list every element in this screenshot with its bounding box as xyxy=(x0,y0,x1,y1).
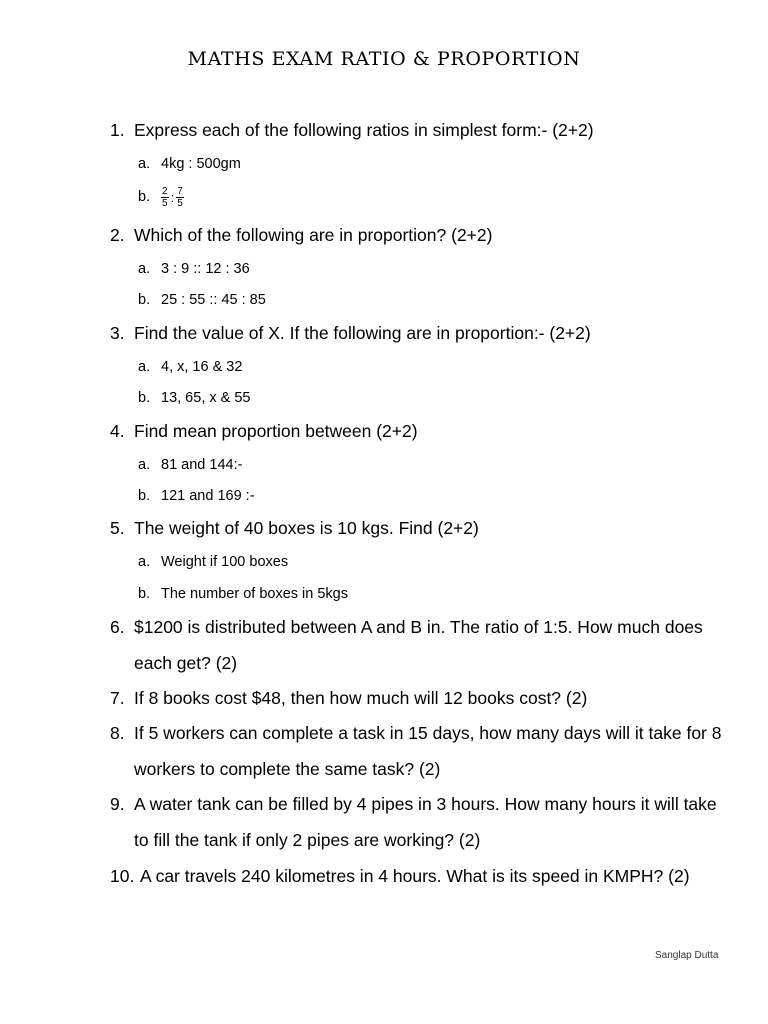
part-text: 81 and 144:- xyxy=(161,457,243,473)
part-label: a. xyxy=(138,554,151,570)
question-number: 7. xyxy=(110,688,125,708)
question-6 xyxy=(110,609,730,681)
question-number: 4. xyxy=(110,421,125,441)
part-label: b. xyxy=(138,488,151,504)
question-1-part-a xyxy=(138,154,241,174)
page-title: MATHS EXAM RATIO & PROPORTION xyxy=(187,48,581,70)
part-label: a. xyxy=(138,457,151,473)
question-number: 2. xyxy=(110,225,125,245)
question-3 xyxy=(110,315,730,351)
question-number: 9. xyxy=(110,794,125,814)
question-4-part-b xyxy=(138,486,255,506)
question-number: 3. xyxy=(110,323,125,343)
question-text: Which of the following are in proportion? (2+2) xyxy=(134,225,493,245)
question-4-part-a xyxy=(138,455,242,475)
question-4 xyxy=(110,413,730,449)
question-5 xyxy=(110,510,730,546)
part-label: b. xyxy=(138,189,151,206)
question-1 xyxy=(110,112,730,148)
question-7 xyxy=(110,680,730,716)
question-3-part-b xyxy=(138,388,250,408)
part-text: 13, 65, x & 55 xyxy=(161,390,251,406)
fraction-seven-fifths xyxy=(176,186,184,209)
part-text: Weight if 100 boxes xyxy=(161,554,289,570)
part-label: b. xyxy=(138,292,151,308)
question-text: A water tank can be filled by 4 pipes in 3 hours. How many hours it will take to fill the tank if only 2 pipes are working? (2) xyxy=(134,794,717,850)
part-text: 4kg : 500gm xyxy=(161,156,241,172)
question-number: 1. xyxy=(110,120,125,140)
question-2-part-a xyxy=(138,259,250,279)
question-9 xyxy=(110,786,730,858)
part-text: 25 : 55 :: 45 : 85 xyxy=(161,292,266,308)
question-8 xyxy=(110,715,730,787)
part-text: The number of boxes in 5kgs xyxy=(161,586,348,602)
question-2 xyxy=(110,217,730,253)
part-label: a. xyxy=(138,261,151,277)
question-number: 8. xyxy=(110,723,125,743)
question-text: If 5 workers can complete a task in 15 days, how many days will it take for 8 workers to complete the same task? (2) xyxy=(134,723,722,779)
question-text: If 8 books cost $48, then how much will 12 books cost? (2) xyxy=(134,688,588,708)
fraction-denominator: 5 xyxy=(177,198,183,209)
question-5-part-b xyxy=(138,584,348,604)
question-text: A car travels 240 kilometres in 4 hours. What is its speed in KMPH? (2) xyxy=(140,866,690,886)
part-label: a. xyxy=(138,359,151,375)
author-signature: Sanglap Dutta xyxy=(655,950,719,961)
question-number: 6. xyxy=(110,617,125,637)
question-2-part-b xyxy=(138,290,266,310)
question-10 xyxy=(110,858,736,894)
fraction-numerator: 2 xyxy=(162,186,168,197)
question-text: Express each of the following ratios in simplest form:- (2+2) xyxy=(134,120,594,140)
fraction-two-fifths xyxy=(161,186,169,209)
question-5-part-a xyxy=(138,552,288,572)
part-label: b. xyxy=(138,586,151,602)
question-number: 5. xyxy=(110,518,125,538)
question-number: 10. xyxy=(110,866,135,886)
question-text: The weight of 40 boxes is 10 kgs. Find (2+2) xyxy=(134,518,479,538)
question-text: $1200 is distributed between A and B in. The ratio of 1:5. How much does each get? (2) xyxy=(134,617,703,673)
question-text: Find mean proportion between (2+2) xyxy=(134,421,418,441)
part-label: b. xyxy=(138,390,151,406)
part-text: 3 : 9 :: 12 : 36 xyxy=(161,261,250,277)
part-text: 121 and 169 :- xyxy=(161,488,255,504)
fraction-numerator: 7 xyxy=(177,186,183,197)
question-3-part-a xyxy=(138,357,242,377)
ratio-colon: : xyxy=(170,189,175,205)
question-1-part-b xyxy=(138,186,184,209)
fraction-denominator: 5 xyxy=(162,198,168,209)
part-label: a. xyxy=(138,156,151,172)
question-text: Find the value of X. If the following are in proportion:- (2+2) xyxy=(134,323,591,343)
part-text: 4, x, 16 & 32 xyxy=(161,359,243,375)
